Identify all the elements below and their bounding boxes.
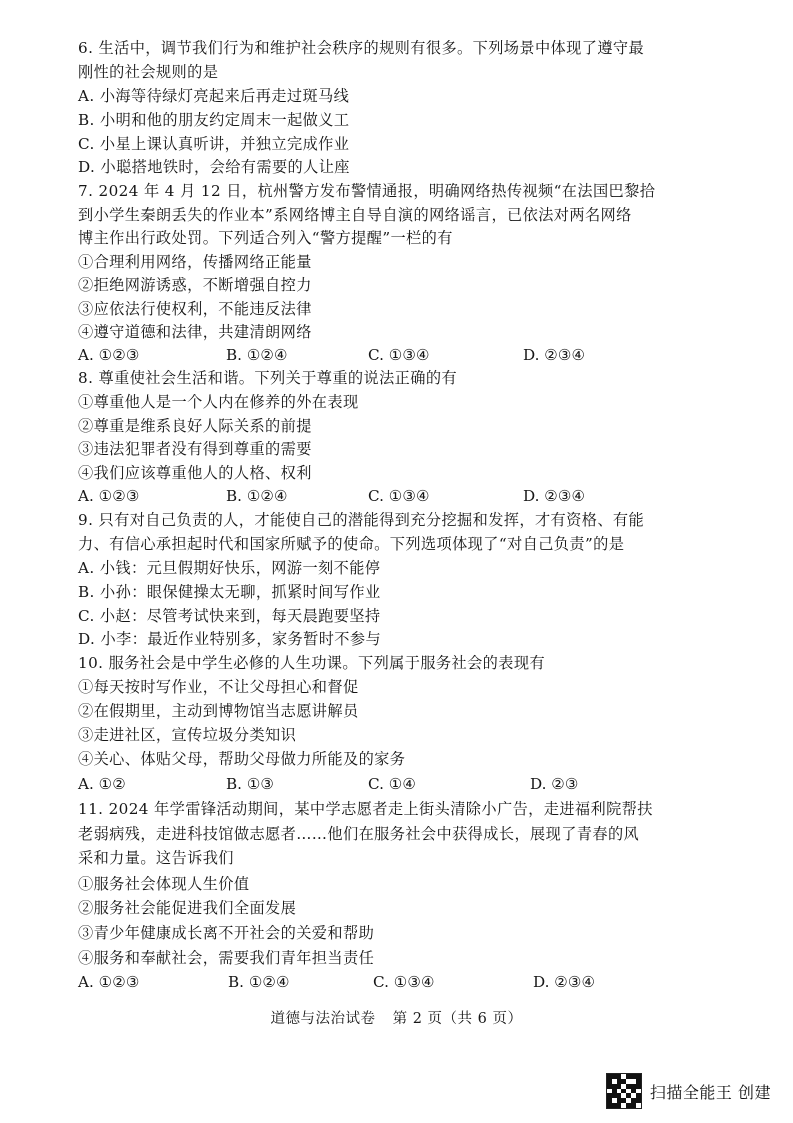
q9-option-c: C. 小赵：尽管考试快来到，每天晨跑要坚持: [78, 607, 381, 625]
q10-statement-2: ②在假期里，主动到博物馆当志愿讲解员: [78, 702, 359, 720]
q9-stem: 9. 只有对自己负责的人，才能使自己的潜能得到充分挖掘和发挥，才有资格、有能: [78, 511, 645, 529]
q8-option-c: C. ①③④: [368, 487, 430, 505]
q7-statement-1: ①合理利用网络，传播网络正能量: [78, 253, 312, 271]
q6-stem: 6. 生活中，调节我们行为和维护社会秩序的规则有很多。下列场景中体现了遵守最: [78, 39, 645, 57]
q7-stem-cont: 博主作出行政处罚。下列适合列入“警方提醒”一栏的有: [78, 229, 453, 247]
q9-stem-cont: 力、有信心承担起时代和国家所赋予的使命。下列选项体现了“对自己负责”的是: [78, 535, 625, 553]
q8-statement-1: ①尊重他人是一个人内在修养的外在表现: [78, 393, 359, 411]
q11-stem: 11. 2024 年学雷锋活动期间，某中学志愿者走上街头清除小广告，走进福利院帮扶: [78, 800, 653, 818]
q10-option-d: D. ②③: [530, 775, 579, 793]
q6-option-b: B. 小明和他的朋友约定周末一起做义工: [78, 111, 350, 129]
page-footer: [0, 1008, 793, 1030]
q11-statement-2: ②服务社会能促进我们全面发展: [78, 899, 297, 917]
q11-statement-4: ④服务和奉献社会，需要我们青年担当责任: [78, 949, 375, 967]
q9-option-a: A. 小钱：元旦假期好快乐，网游一刻不能停: [78, 559, 381, 577]
q7-option-d: D. ②③④: [523, 346, 586, 364]
q7-statement-4: ④遵守道德和法律，共建清朗网络: [78, 323, 312, 341]
q8-options: [78, 484, 718, 508]
q11-option-c: C. ①③④: [373, 973, 435, 991]
q8-option-a: A. ①②③: [78, 487, 140, 505]
q7-options: [78, 343, 718, 367]
q11-stem-cont: 老弱病残，走进科技馆做志愿者……他们在服务社会中获得成长，展现了青春的风: [78, 825, 640, 843]
q9-option-d: D. 小李：最近作业特别多，家务暂时不参与: [78, 630, 382, 648]
q8-statement-4: ④我们应该尊重他人的人格、权利: [78, 464, 312, 482]
q8-option-d: D. ②③④: [523, 487, 586, 505]
q11-statement-1: ①服务社会体现人生价值: [78, 875, 250, 893]
qr-code-icon: [606, 1073, 642, 1109]
watermark-text: 扫描全能王 创建: [649, 1082, 771, 1102]
q7-option-a: A. ①②③: [78, 346, 140, 364]
q8-stem: 8. 尊重使社会生活和谐。下列关于尊重的说法正确的有: [78, 369, 458, 387]
q10-option-c: C. ①④: [368, 775, 416, 793]
q11-stem-cont: 采和力量。这告诉我们: [78, 849, 234, 867]
q6-option-a: A. 小海等待绿灯亮起来后再走过斑马线: [78, 87, 350, 105]
q10-statement-1: ①每天按时写作业，不让父母担心和督促: [78, 678, 359, 696]
q8-option-b: B. ①②④: [226, 487, 288, 505]
q10-statement-3: ③走进社区，宣传垃圾分类知识: [78, 726, 297, 744]
q10-statement-4: ④关心、体贴父母，帮助父母做力所能及的家务: [78, 750, 406, 768]
q8-statement-2: ②尊重是维系良好人际关系的前提: [78, 417, 312, 435]
q8-statement-3: ③违法犯罪者没有得到尊重的需要: [78, 440, 312, 458]
q11-option-b: B. ①②④: [228, 973, 290, 991]
q7-statement-3: ③应依法行使权利，不能违反法律: [78, 300, 312, 318]
q11-option-a: A. ①②③: [78, 973, 140, 991]
q10-option-a: A. ①②: [78, 775, 126, 793]
q6-option-d: D. 小聪搭地铁时，会给有需要的人让座: [78, 158, 350, 176]
footer-subject: 道德与法治试卷: [270, 1011, 376, 1027]
q9-option-b: B. 小孙：眼保健操太无聊，抓紧时间写作业: [78, 583, 381, 601]
q7-statement-2: ②拒绝网游诱惑，不断增强自控力: [78, 276, 312, 294]
q10-options: [78, 772, 718, 796]
q6-stem-cont: 刚性的社会规则的是: [78, 63, 219, 81]
q7-stem: 7. 2024 年 4 月 12 日，杭州警方发布警情通报，明确网络热传视频“在法国巴黎拾: [78, 182, 656, 200]
footer-page-number: 第 2 页（共 6 页）: [392, 1011, 523, 1027]
q6-option-c: C. 小星上课认真听讲，并独立完成作业: [78, 135, 350, 153]
q10-option-b: B. ①③: [226, 775, 275, 793]
scanner-watermark: [606, 1073, 771, 1109]
q10-stem: 10. 服务社会是中学生必修的人生功课。下列属于服务社会的表现有: [78, 654, 546, 672]
q11-statement-3: ③青少年健康成长离不开社会的关爱和帮助: [78, 924, 375, 942]
q7-option-b: B. ①②④: [226, 346, 288, 364]
q7-stem-cont: 到小学生秦朗丢失的作业本”系网络博主自导自演的网络谣言，已依法对两名网络: [78, 206, 632, 224]
q11-options: [78, 970, 718, 994]
q11-option-d: D. ②③④: [533, 973, 596, 991]
q7-option-c: C. ①③④: [368, 346, 430, 364]
